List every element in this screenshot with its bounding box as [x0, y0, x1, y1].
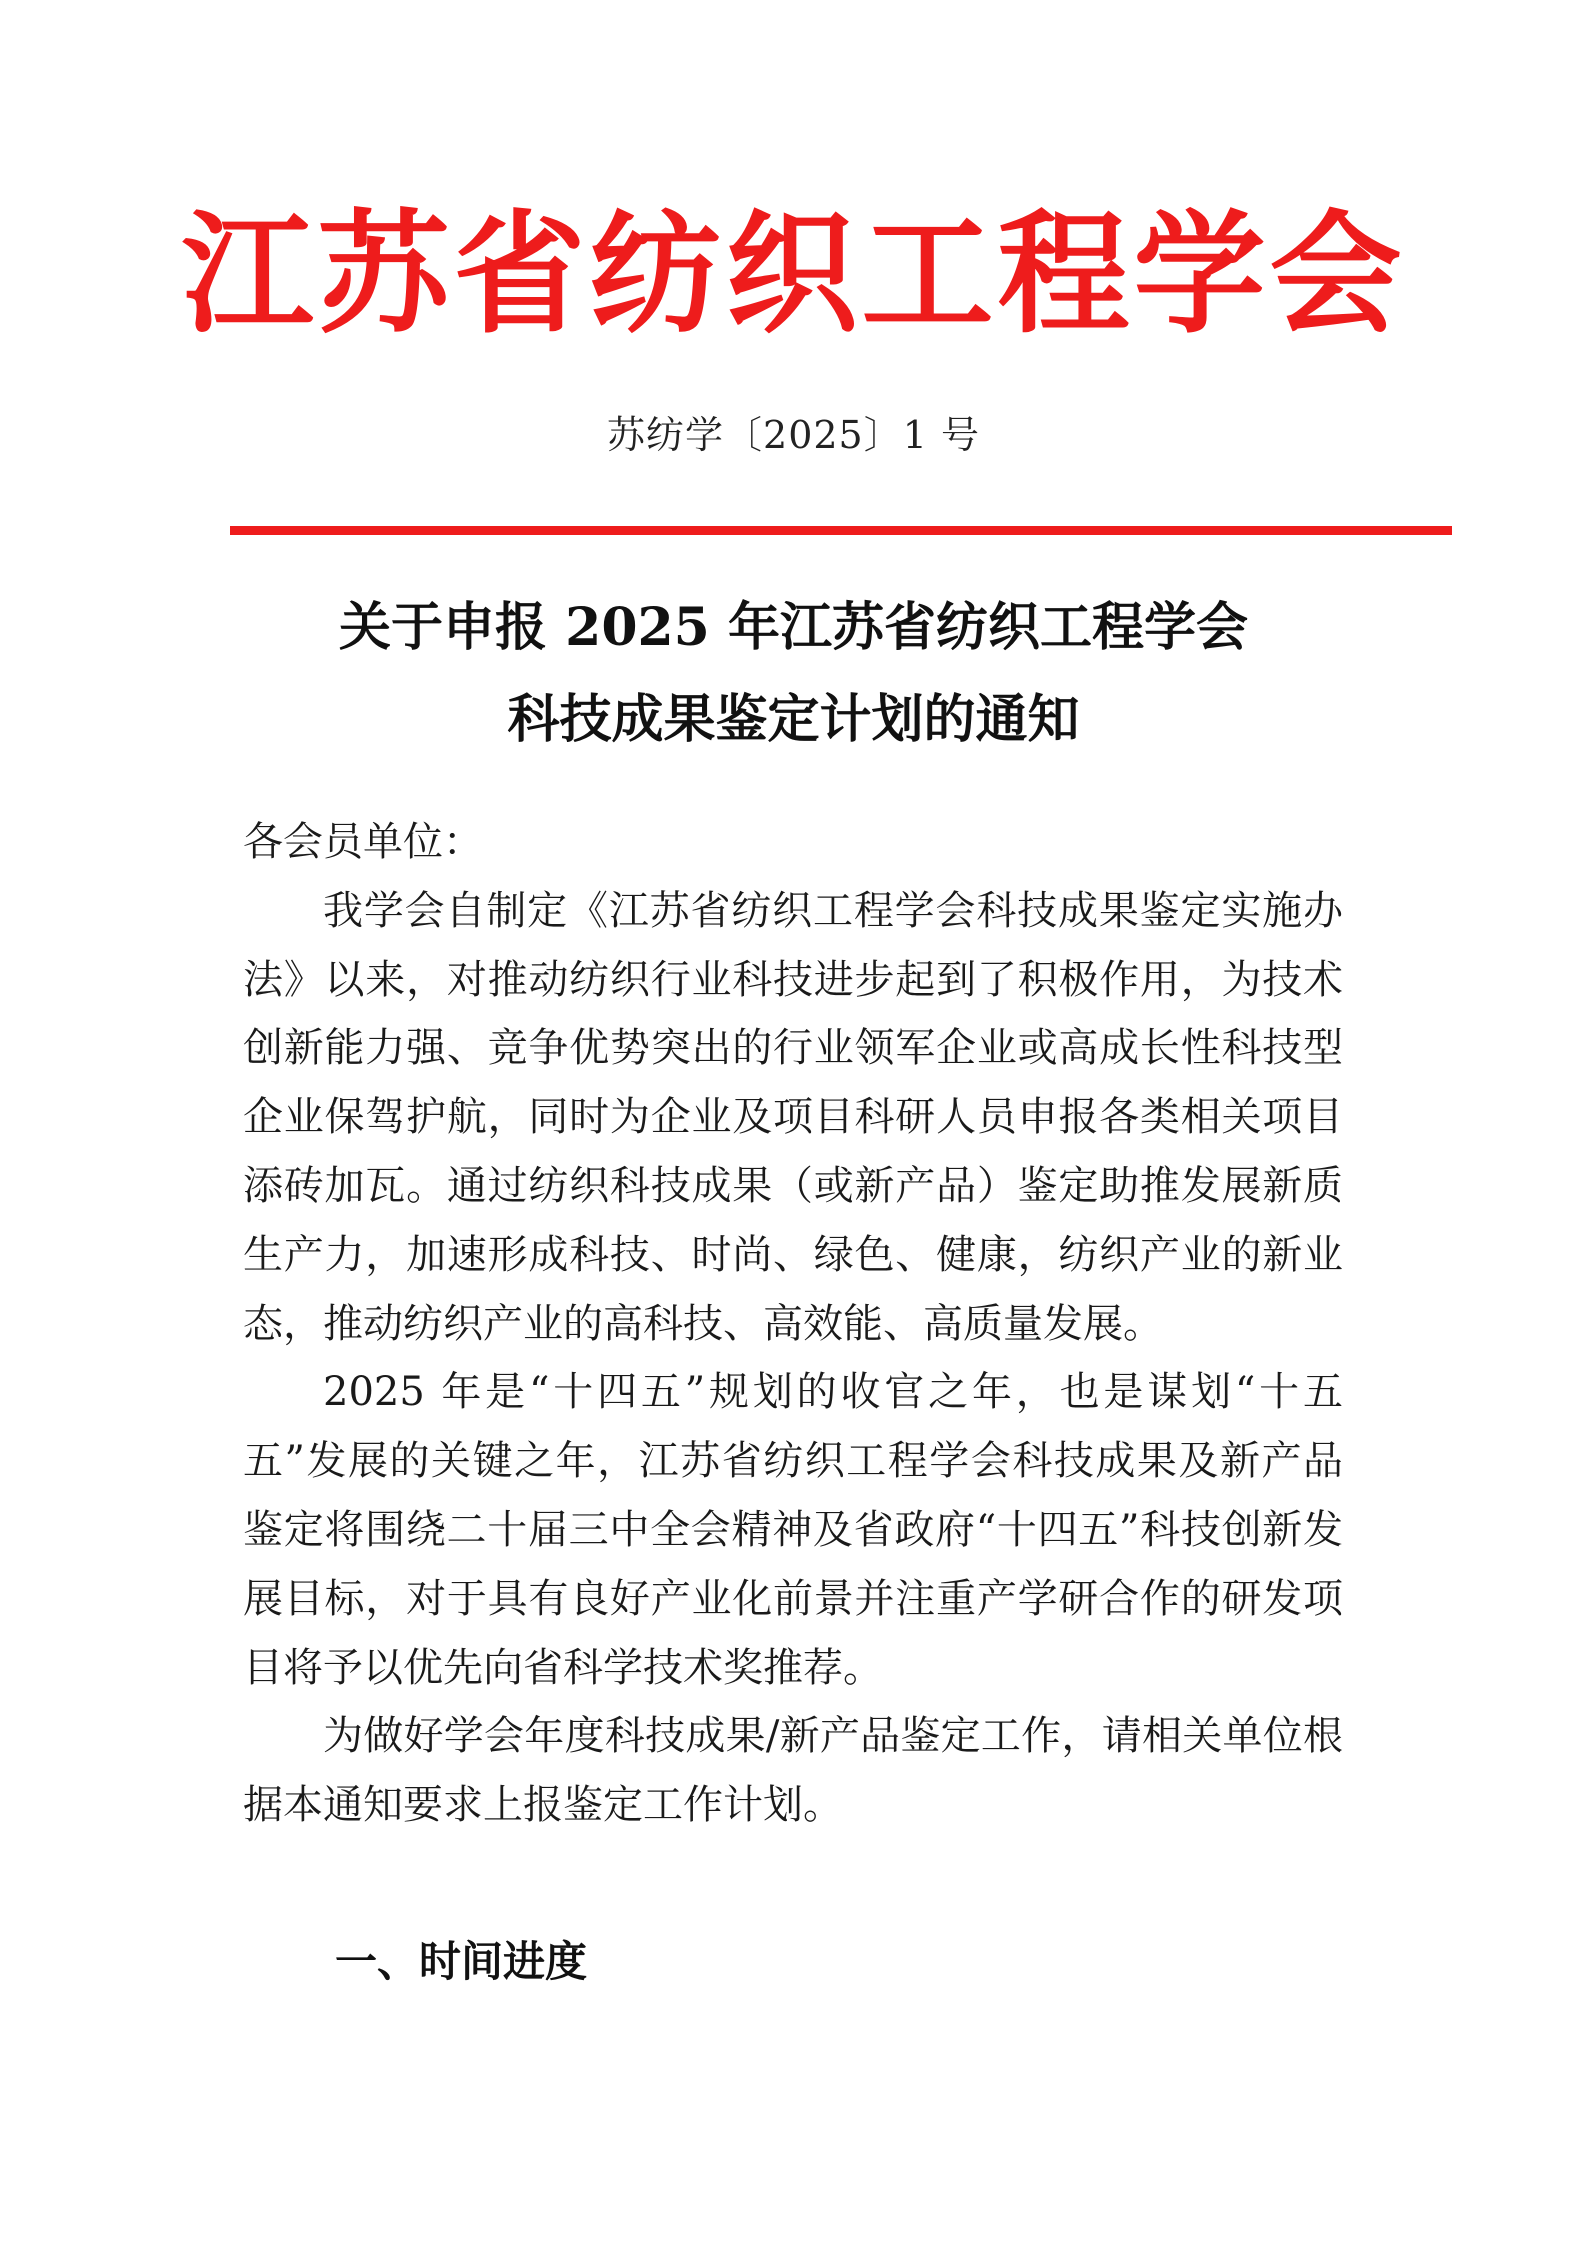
document-title-line-2: 科技成果鉴定计划的通知	[507, 689, 1080, 750]
body-paragraph-1: 我学会自制定《江苏省纺织工程学会科技成果鉴定实施办法》以来，对推动纺织行业科技进步起到了积极作用，为技术创新能力强、竞争优势突出的行业领军企业或高成长性科技型企业保驾护航，同时为企业及项目科研人员申报各类相关项目添砖加瓦。通过纺织科技成果（或新产品）鉴定助推发展新质生产力，加速形成科技、时尚、绿色、健康，纺织产业的新业态，推动纺织产业的高科技、高效能、高质量发展。	[243, 887, 1343, 1347]
body-paragraph-2: 2025 年是“十四五”规划的收官之年，也是谋划“十五五”发展的关键之年，江苏省纺织工程学会科技成果及新产品鉴定将围绕二十届三中全会精神及省政府“十四五”科技创新发展目标，对于具有良好产业化前景并注重产学研合作的研发项目将予以优先向省科学技术奖推荐。	[243, 1369, 1343, 1691]
organization-header: 江苏省纺织工程学会	[181, 197, 1406, 352]
header-divider	[230, 526, 1452, 535]
document-title-line-1: 关于申报 2025 年江苏省纺织工程学会	[339, 597, 1248, 658]
body-paragraph-3: 为做好学会年度科技成果/新产品鉴定工作，请相关单位根据本通知要求上报鉴定工作计划。	[243, 1713, 1343, 1829]
document-title	[0, 582, 1587, 766]
salutation: 各会员单位：	[243, 819, 483, 865]
document-number: 苏纺学〔2025〕1 号	[607, 413, 980, 457]
document-body	[243, 808, 1343, 1840]
section-heading-time-schedule: 一、时间进度	[335, 1937, 588, 1986]
